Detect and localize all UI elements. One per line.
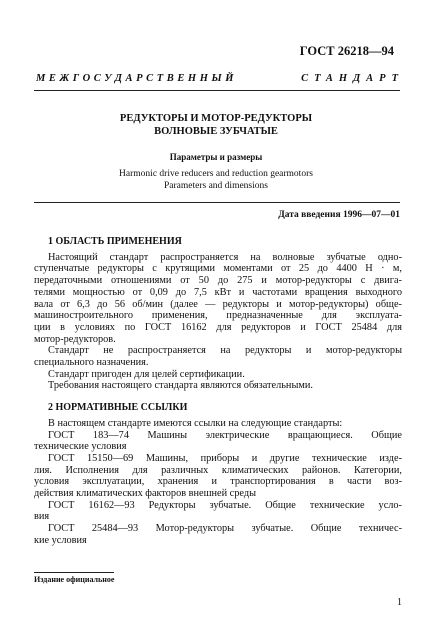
text-line: ступенчатые редукторы с крутящими моментами от 25 до 4400 Н · м, bbox=[34, 263, 402, 275]
text-line: ГОСТ 16162—93 Редукторы зубчатые. Общие технические усло- bbox=[48, 499, 402, 511]
text-line: машиностроительного применения, предназначенные для эксплуата- bbox=[34, 310, 402, 322]
english-title-line-1: Harmonic drive reducers and reduction gearmotors bbox=[119, 169, 313, 179]
document-subtitle: Параметры и размеры bbox=[169, 152, 263, 162]
page-number: 1 bbox=[397, 597, 402, 608]
interstate-standard-banner bbox=[36, 73, 404, 84]
text-line: телями мощностью от 0,09 до 7,5 кВт и частотами вращения выходного bbox=[34, 286, 402, 298]
reference-gost-15150 bbox=[34, 453, 402, 500]
section-1-para-1 bbox=[34, 252, 402, 346]
text-line: технические условия bbox=[34, 441, 127, 453]
reference-gost-183 bbox=[34, 430, 402, 453]
section-1-para-3: Стандарт пригоден для целей сертификации. bbox=[48, 368, 245, 380]
section-1 bbox=[34, 236, 402, 547]
english-title-line-2: Parameters and dimensions bbox=[164, 181, 268, 191]
section-2-intro: В настоящем стандарте имеются ссылки на следующие стандарты: bbox=[48, 417, 343, 429]
english-title bbox=[0, 168, 432, 192]
official-edition-label: Издание официальное bbox=[34, 575, 115, 584]
reference-gost-25484 bbox=[34, 523, 402, 546]
title-line-1: РЕДУКТОРЫ И МОТОР-РЕДУКТОРЫ bbox=[119, 113, 313, 124]
text-line: мотор-редукторов. bbox=[34, 333, 116, 345]
banner-word-standard: СТАНДАРТ bbox=[301, 73, 404, 84]
section-2-heading: 2 НОРМАТИВНЫЕ ССЫЛКИ bbox=[48, 402, 188, 414]
text-line: лия. Исполнения для различных климатических районов. Категории, bbox=[34, 464, 402, 476]
text-line: ции в условиях по ГОСТ 16162 для редукторов и ГОСТ 25484 для bbox=[34, 321, 402, 333]
section-1-heading: 1 ОБЛАСТЬ ПРИМЕНЕНИЯ bbox=[48, 236, 182, 247]
text-line: специального назначения. bbox=[34, 357, 149, 369]
text-line: условия эксплуатации, хранения и транспортирования в части воз- bbox=[34, 476, 402, 488]
banner-word-interstate: МЕЖГОСУДАРСТВЕННЫЙ bbox=[36, 73, 238, 84]
text-line: ГОСТ 15150—69 Машины, приборы и другие технические изде- bbox=[48, 452, 402, 464]
text-line: ГОСТ 183—74 Машины электрические вращающиеся. Общие bbox=[48, 429, 402, 441]
section-1-para-2 bbox=[34, 345, 402, 368]
text-line: вия bbox=[34, 511, 50, 523]
reference-gost-16162 bbox=[34, 500, 402, 523]
title-rule bbox=[34, 202, 400, 203]
text-line: действия климатических факторов внешней среды bbox=[34, 488, 256, 500]
standard-number: ГОСТ 26218—94 bbox=[299, 44, 394, 58]
introduction-date: Дата введения 1996—07—01 bbox=[278, 210, 400, 220]
text-line: вала от 6,3 до 56 об/мин (далее — редукторы и мотор-редукторы) обще- bbox=[34, 298, 402, 310]
text-line: ГОСТ 25484—93 Мотор-редукторы зубчатые. Общие техничес- bbox=[48, 523, 402, 535]
document-title bbox=[0, 112, 432, 138]
section-1-para-4: Требования настоящего стандарта являются обязательными. bbox=[48, 380, 313, 392]
title-line-2: ВОЛНОВЫЕ ЗУБЧАТЫЕ bbox=[154, 126, 278, 137]
text-line: Стандарт не распространяется на редукторы и мотор-редукторы bbox=[48, 345, 402, 357]
text-line: кие условия bbox=[34, 534, 87, 546]
footer-rule bbox=[34, 572, 114, 573]
text-line: Настоящий стандарт распространяется на волновые зубчатые одно- bbox=[48, 251, 402, 263]
text-line: передаточными отношениями от 50 до 275 и мотор-редукторы с двига- bbox=[34, 275, 402, 287]
header-rule bbox=[34, 90, 400, 91]
